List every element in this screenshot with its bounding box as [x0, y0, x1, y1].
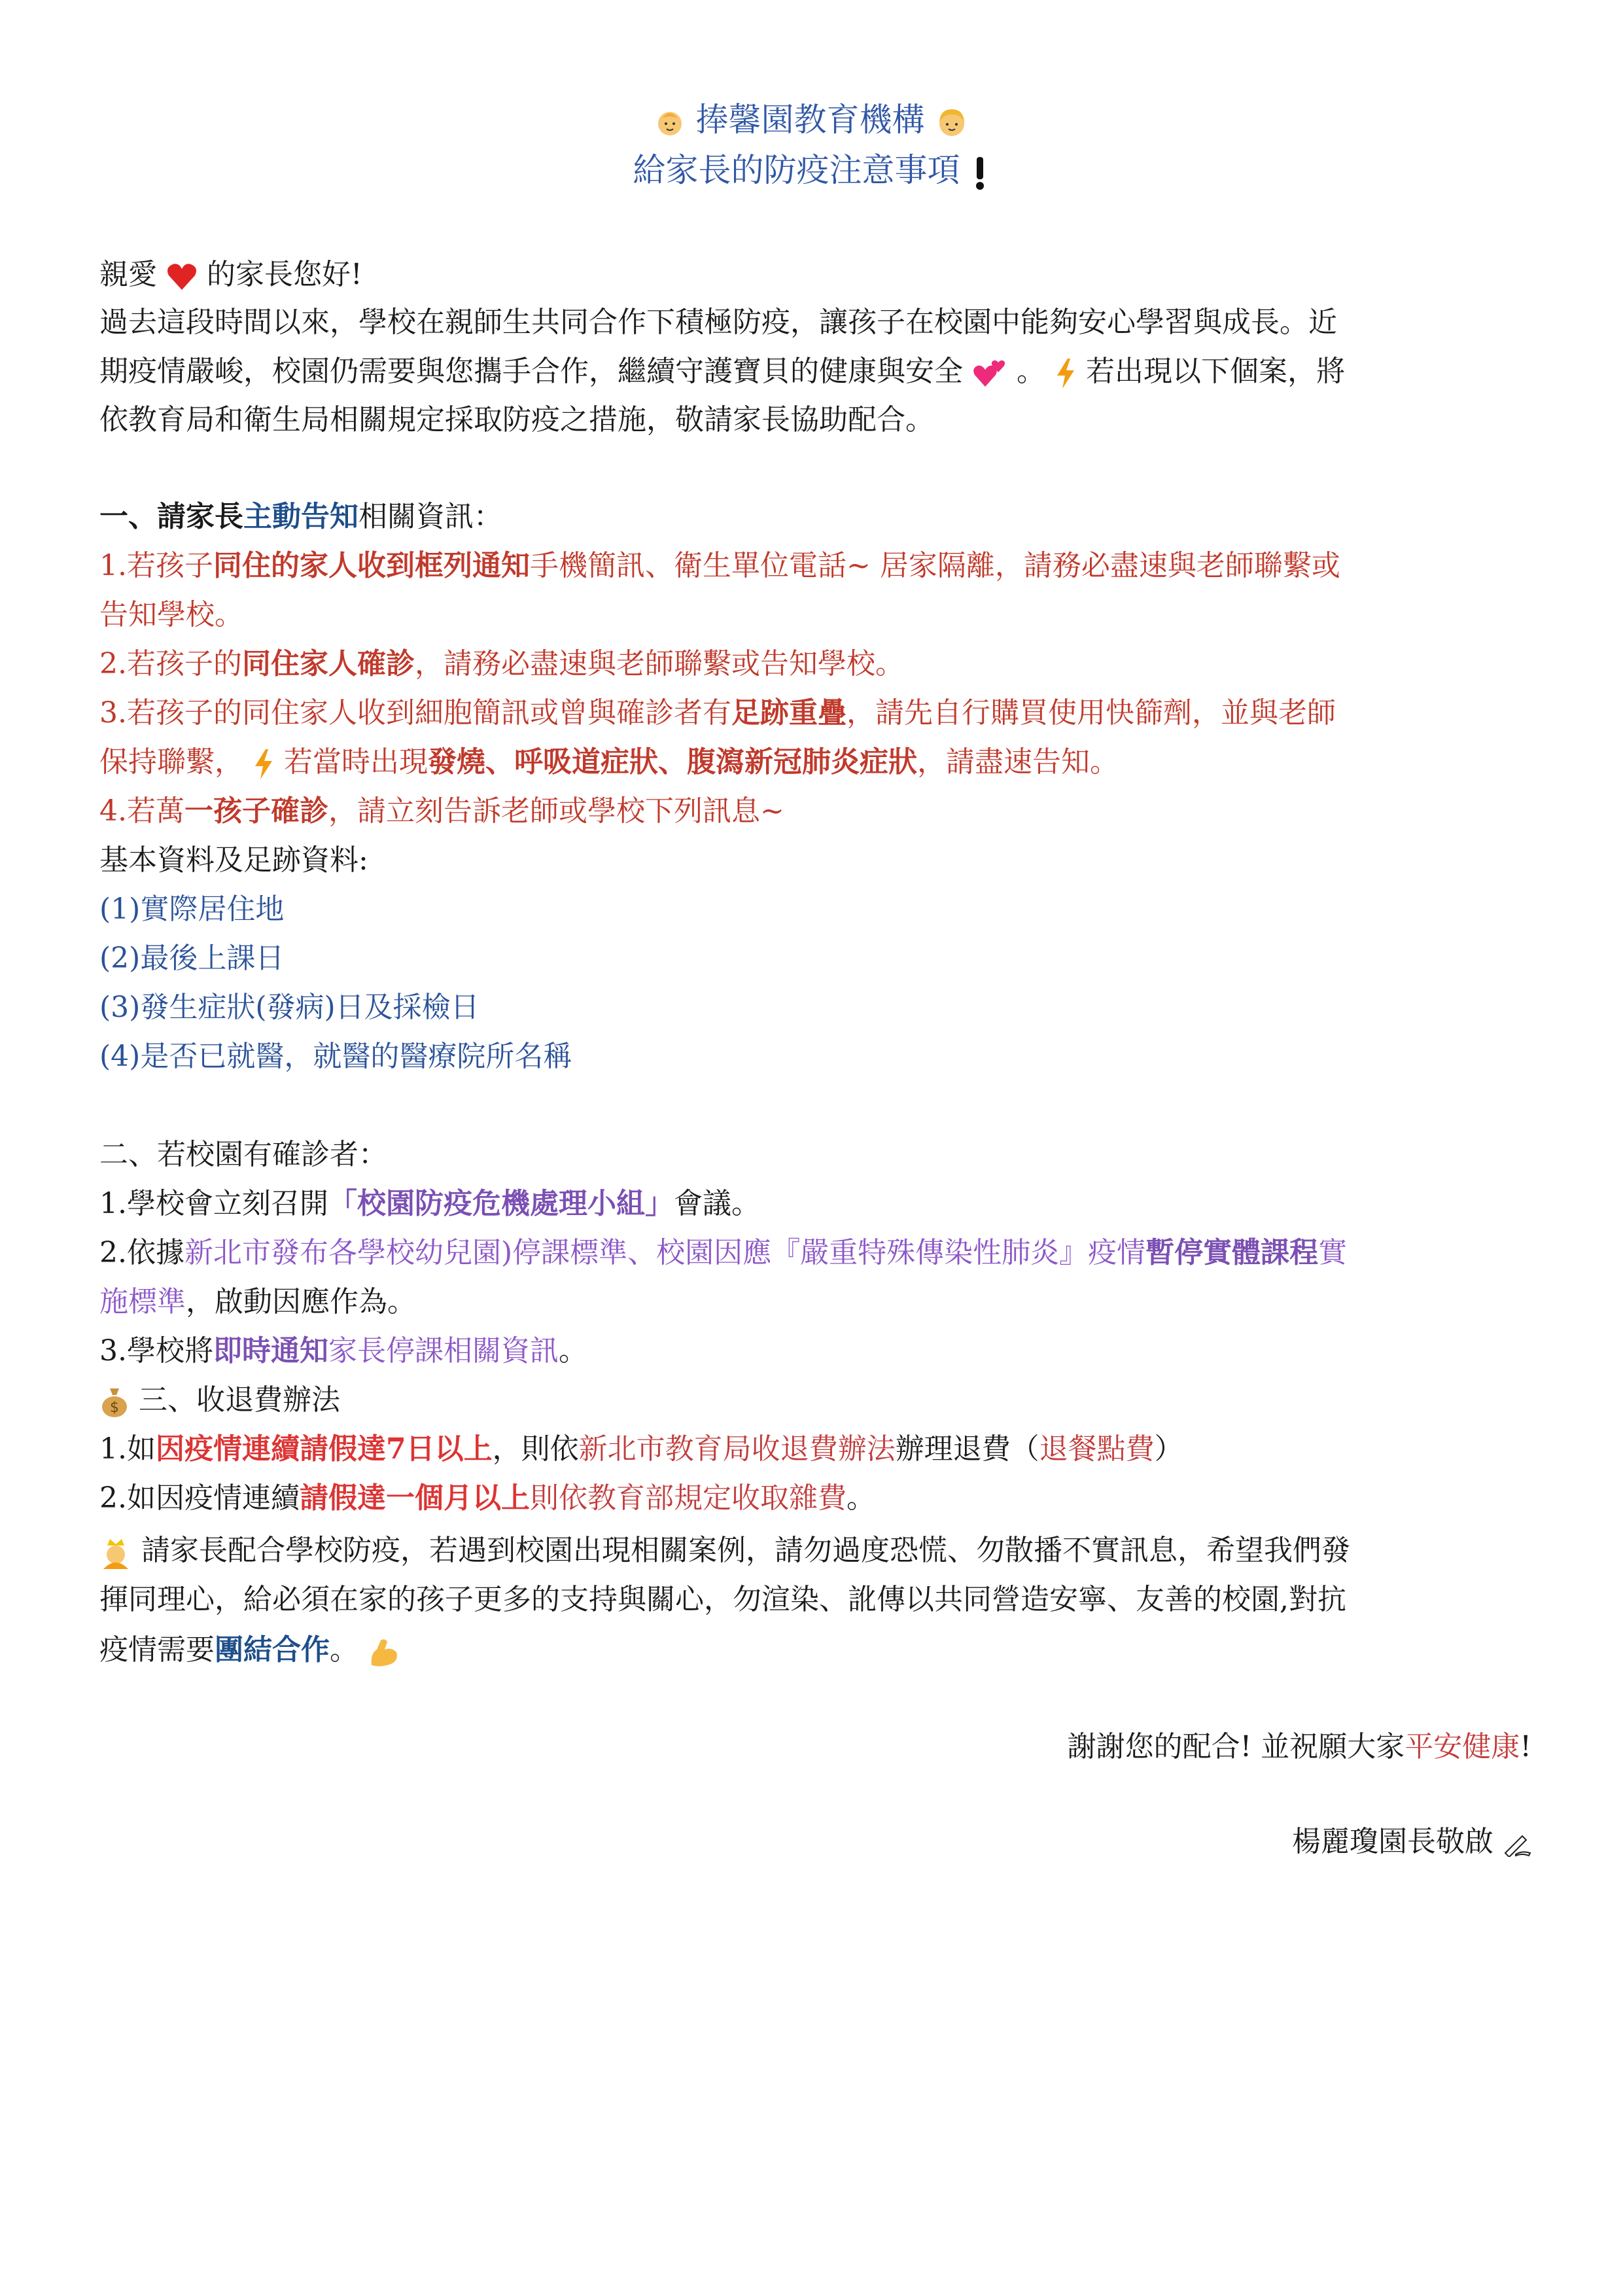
s3-i2-a: 2.如因疫情連續 [99, 1481, 300, 1515]
section3-item1 [99, 1430, 1532, 1469]
s3-i2-d: 。 [846, 1481, 875, 1515]
section3-item2 [99, 1479, 1532, 1518]
section1-item4 [99, 792, 1532, 831]
section2-item2-line2 [99, 1282, 1532, 1322]
sub-item-4: (4)是否已就醫，就醫的醫療院所名稱 [99, 1040, 572, 1073]
s3-i1-e: 辦理退費（ [895, 1432, 1039, 1466]
s2-i3-d: 。 [558, 1334, 587, 1368]
intro-paragraph-line2 [99, 352, 1532, 391]
s1-i2-c: ，請務必盡速與老師聯繫或告知學校。 [414, 647, 904, 680]
s3-i1-c: ，則依 [492, 1432, 579, 1466]
two-hearts-icon [972, 358, 1007, 389]
s1-i2-b: 同住家人確診 [241, 647, 415, 680]
signature-text: 楊麗瓊園長敬啟 [1292, 1825, 1493, 1858]
s1-i3-f: 發燒、呼吸道症狀、腹瀉新冠肺炎症狀 [428, 745, 917, 779]
writing-hand-icon [1503, 1831, 1531, 1857]
s1-i3-b: 足跡重疊 [731, 696, 846, 730]
closing-p3-c: 。 [330, 1633, 358, 1667]
section1-item1-line2: 告知學校。 [99, 598, 243, 631]
s3-i1-f: 退餐點費 [1039, 1432, 1155, 1466]
svg-text:$: $ [110, 1399, 119, 1416]
section1-heading-highlight: 主動告知 [243, 500, 358, 533]
section2-heading: 二、若校園有確診者： [99, 1138, 387, 1171]
s2-i2-b: 新北市發布各學校幼兒園)停課標準、校園因應『嚴重特殊傳染性肺炎』疫情 [184, 1236, 1146, 1269]
greeting [99, 255, 1532, 294]
greeting-text-b: 的家長您好! [207, 258, 362, 291]
baby-icon [654, 107, 686, 138]
section2-item1 [99, 1184, 1532, 1224]
s2-i1-c: 會議。 [673, 1187, 760, 1220]
money-bag-icon [99, 1386, 130, 1419]
thanks-line [1068, 1727, 1531, 1767]
page-title: 捧馨園教育機構 [695, 101, 925, 139]
s2-i2-a: 2.依據 [99, 1236, 184, 1269]
section1-heading [99, 497, 1532, 537]
s1-i3-d: 保持聯繫， [99, 745, 243, 779]
s2-i2-d: 實 [1318, 1236, 1348, 1269]
s1-i3-c: ，請先自行購買使用快篩劑，並與老師 [846, 696, 1336, 730]
child-icon [935, 105, 969, 139]
section1-item2 [99, 645, 1532, 684]
exclamation-icon [970, 154, 990, 191]
s1-i2-a: 2.若孩子的 [99, 647, 242, 680]
s1-i4-c: ，請立刻告訴老師或學校下列訊息~ [328, 794, 784, 828]
intro-p2-text: 期疫情嚴峻，校園仍需要與您攜手合作，繼續守護寶貝的健康與安全 [99, 355, 963, 388]
section1-heading-subject: 請家長 [157, 500, 243, 533]
intro-p2-period: 。 [1017, 355, 1045, 388]
s1-i4-a: 4.若萬 [99, 794, 184, 828]
thanks-text: 謝謝您的配合! 並祝願大家 [1067, 1730, 1405, 1763]
section2-item2-line1 [99, 1233, 1532, 1273]
section1-heading-tail: 相關資訊： [358, 500, 502, 533]
section1-item1-line1 [99, 546, 1532, 586]
s2-i2-e: 施標準 [99, 1285, 186, 1318]
s2-i3-a: 3.學校將 [99, 1334, 213, 1368]
page-subtitle: 給家長的防疫注意事項 [633, 151, 960, 189]
section3-heading-text: 三、收退費辦法 [139, 1383, 340, 1417]
header-title-line [0, 97, 1623, 143]
closing-p3-a: 疫情需要 [99, 1633, 215, 1667]
s1-i1-b: 同住的家人收到框列通知 [213, 549, 530, 582]
s2-i2-f: ，啟動因應作為。 [186, 1285, 416, 1318]
lightning-icon [1055, 357, 1077, 390]
closing-text-1: 請家長配合學校防疫，若遇到校園出現相關案例，請勿過度恐慌、勿散播不實訊息，希望我們發 [141, 1534, 1350, 1567]
heart-icon [166, 262, 198, 291]
intro-paragraph-line1: 過去這段時間以來，學校在親師生共同合作下積極防疫，讓孩子在校園中能夠安心學習與成長。近 [99, 306, 1337, 339]
header-subtitle-line [0, 147, 1623, 193]
s1-i3-e: 若當時出現 [284, 745, 428, 779]
s1-i3-g: ，請盡速告知。 [917, 745, 1119, 779]
section1-heading-number: 一、 [99, 500, 157, 533]
basic-info-heading: 基本資料及足跡資料: [99, 843, 368, 877]
flexed-arm-icon [368, 1636, 400, 1668]
sub-item-3: (3)發生症狀(發病)日及採檢日 [99, 991, 480, 1024]
prince-icon [99, 1536, 132, 1569]
lightning-icon [253, 748, 275, 781]
signature-line [1292, 1822, 1531, 1862]
section3-heading [99, 1381, 1532, 1420]
closing-line2: 揮同理心，給必須在家的孩子更多的支持與關心，勿渲染、訛傳以共同營造安寧、友善的校園,對抗 [99, 1583, 1346, 1616]
s1-i1-c: 手機簡訊、衛生單位電話~ 居家隔離，請務必盡速與老師聯繫或 [529, 549, 1340, 582]
closing-line1 [99, 1531, 1532, 1570]
s1-i1-a: 1.若孩子 [99, 549, 213, 582]
thanks-highlight: 平安健康 [1405, 1730, 1520, 1763]
closing-line3 [99, 1631, 1532, 1670]
s1-i3-a: 3.若孩子的同住家人收到細胞簡訊或曾與確診者有 [99, 696, 731, 730]
s2-i1-b: 「校園防疫危機處理小組」 [328, 1187, 674, 1220]
greeting-text-a: 親愛 [99, 258, 157, 291]
section2-item3 [99, 1332, 1532, 1371]
s2-i1-a: 1.學校會立刻召開 [99, 1187, 328, 1220]
s3-i2-b: 請假達一個月以上 [299, 1481, 530, 1515]
s3-i1-b: 因疫情連續請假達7日以上 [155, 1432, 493, 1466]
intro-p2-tail: 若出現以下個案，將 [1086, 355, 1345, 388]
sub-item-2: (2)最後上課日 [99, 942, 285, 975]
s3-i2-c: 則依教育部規定收取雜費 [529, 1481, 846, 1515]
thanks-tail: ! [1520, 1730, 1531, 1763]
s3-i1-a: 1.如 [99, 1432, 156, 1466]
s3-i1-g: ） [1154, 1432, 1183, 1466]
section1-item3-line2 [99, 743, 1532, 782]
closing-p3-b: 團結合作 [215, 1633, 330, 1667]
s2-i2-c: 暫停實體課程 [1145, 1236, 1319, 1269]
s2-i3-b: 即時通知 [213, 1334, 328, 1368]
section1-item3-line1 [99, 694, 1532, 733]
s2-i3-c: 家長停課相關資訊 [328, 1334, 559, 1368]
s1-i4-b: 一孩子確診 [184, 794, 328, 828]
sub-item-1: (1)實際居住地 [99, 892, 285, 926]
intro-paragraph-line3: 依教育局和衛生局相關規定採取防疫之措施，敬請家長協助配合。 [99, 403, 934, 436]
s3-i1-d: 新北市教育局收退費辦法 [578, 1432, 896, 1466]
